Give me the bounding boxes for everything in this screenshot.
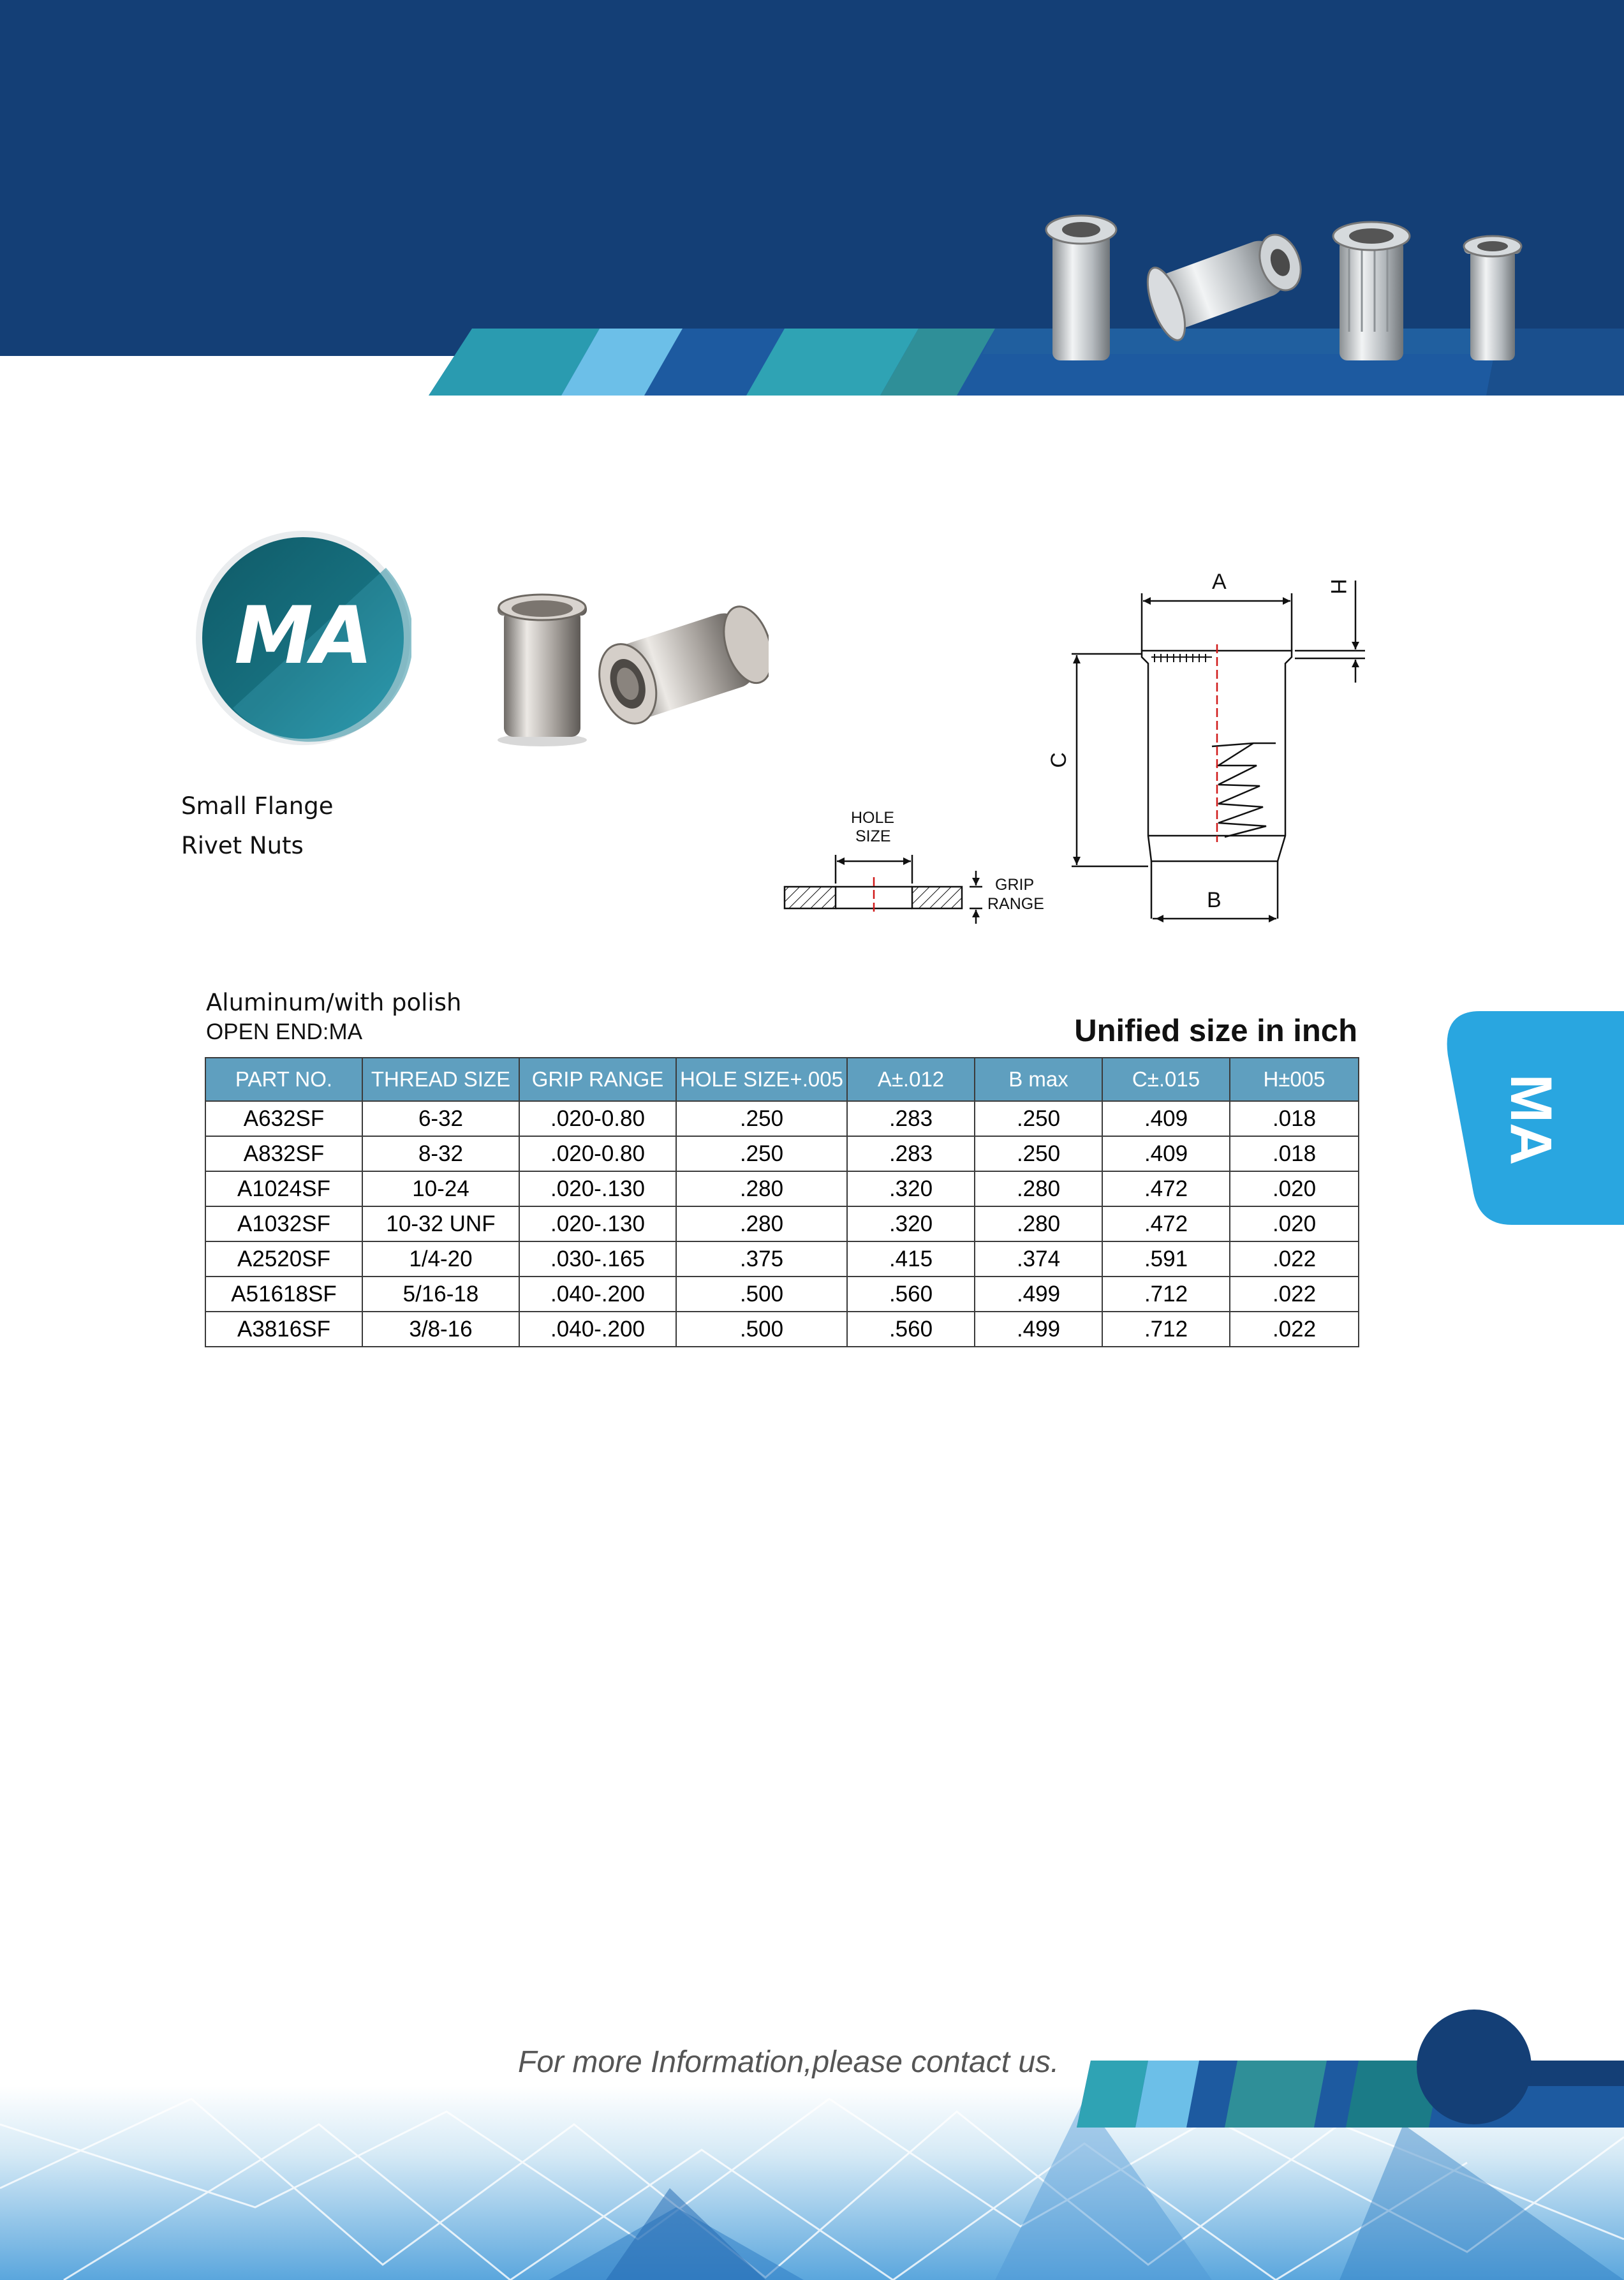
column-header: H±005 xyxy=(1230,1058,1359,1101)
table-header-row xyxy=(205,1058,1359,1101)
table-cell: .020 xyxy=(1230,1171,1359,1206)
table-cell: 5/16-18 xyxy=(362,1277,519,1312)
table-cell: A51618SF xyxy=(205,1277,362,1312)
column-header: C±.015 xyxy=(1102,1058,1230,1101)
table-cell: .280 xyxy=(676,1206,847,1241)
header-product-image xyxy=(1014,204,1563,396)
table-cell: .320 xyxy=(847,1206,975,1241)
table-cell: .280 xyxy=(975,1206,1102,1241)
table-cell: 10-24 xyxy=(362,1171,519,1206)
column-header: A±.012 xyxy=(847,1058,975,1101)
table-cell: A832SF xyxy=(205,1136,362,1171)
table-cell: .040-.200 xyxy=(519,1277,676,1312)
table-cell: .022 xyxy=(1230,1312,1359,1347)
table-cell: .409 xyxy=(1102,1101,1230,1136)
table-cell: .283 xyxy=(847,1136,975,1171)
table-cell: 3/8-16 xyxy=(362,1312,519,1347)
table-cell: .560 xyxy=(847,1277,975,1312)
footer-art xyxy=(0,1997,1624,2280)
table-cell: .712 xyxy=(1102,1312,1230,1347)
side-tab-label: MA xyxy=(1498,1074,1563,1166)
table-cell: .280 xyxy=(676,1171,847,1206)
table-row xyxy=(205,1277,1359,1312)
table-cell: .022 xyxy=(1230,1241,1359,1277)
table-cell: .280 xyxy=(975,1171,1102,1206)
table-cell: .499 xyxy=(975,1312,1102,1347)
table-row xyxy=(205,1312,1359,1347)
diagram-label-h: H xyxy=(1325,579,1350,595)
table-cell: .250 xyxy=(676,1101,847,1136)
diagram-grip-range-line1: GRIP xyxy=(995,876,1035,894)
table-cell: A1024SF xyxy=(205,1171,362,1206)
column-header: GRIP RANGE xyxy=(519,1058,676,1101)
table-cell: .591 xyxy=(1102,1241,1230,1277)
table-cell: A1032SF xyxy=(205,1206,362,1241)
table-cell: .020-0.80 xyxy=(519,1101,676,1136)
column-header: PART NO. xyxy=(205,1058,362,1101)
diagram-label-b: B xyxy=(1207,888,1222,912)
table-cell: 6-32 xyxy=(362,1101,519,1136)
table-row xyxy=(205,1241,1359,1277)
table-cell: 1/4-20 xyxy=(362,1241,519,1277)
table-cell: .415 xyxy=(847,1241,975,1277)
diagram-grip-range-line2: RANGE xyxy=(987,895,1044,913)
table-cell: .018 xyxy=(1230,1136,1359,1171)
table-cell: .018 xyxy=(1230,1101,1359,1136)
diagram-label-c: C xyxy=(1046,752,1071,768)
table-cell: .250 xyxy=(975,1136,1102,1171)
table-cell: .560 xyxy=(847,1312,975,1347)
table-cell: .020-.130 xyxy=(519,1171,676,1206)
product-title-line1: Small Flange xyxy=(181,792,334,820)
column-header: B max xyxy=(975,1058,1102,1101)
diagram-hole-size-line1: HOLE xyxy=(851,809,895,827)
table-cell: .472 xyxy=(1102,1171,1230,1206)
table-cell: .712 xyxy=(1102,1277,1230,1312)
table-cell: 10-32 UNF xyxy=(362,1206,519,1241)
material-label: Aluminum/with polish xyxy=(206,989,462,1016)
table-cell: .020-.130 xyxy=(519,1206,676,1241)
table-cell: .472 xyxy=(1102,1206,1230,1241)
column-header: THREAD SIZE xyxy=(362,1058,519,1101)
table-cell: .040-.200 xyxy=(519,1312,676,1347)
table-cell: .250 xyxy=(676,1136,847,1171)
column-header: HOLE SIZE+.005 xyxy=(676,1058,847,1101)
table-row xyxy=(205,1101,1359,1136)
table-cell: .283 xyxy=(847,1101,975,1136)
table-cell: .020-0.80 xyxy=(519,1136,676,1171)
footer-contact-text: For more Information,please contact us. xyxy=(518,2045,1059,2079)
table-cell: .500 xyxy=(676,1312,847,1347)
spec-table xyxy=(205,1057,1359,1347)
badge-label: MA xyxy=(234,590,372,682)
table-row xyxy=(205,1206,1359,1241)
table-cell: .020 xyxy=(1230,1206,1359,1241)
table-cell: A632SF xyxy=(205,1101,362,1136)
table-cell: 8-32 xyxy=(362,1136,519,1171)
table-cell: .409 xyxy=(1102,1136,1230,1171)
technical-diagram xyxy=(778,561,1391,944)
table-cell: .500 xyxy=(676,1277,847,1312)
diagram-hole-size-line2: SIZE xyxy=(855,827,891,845)
table-cell: .250 xyxy=(975,1101,1102,1136)
table-cell: A3816SF xyxy=(205,1312,362,1347)
table-row xyxy=(205,1171,1359,1206)
product-title-line2: Rivet Nuts xyxy=(181,832,304,859)
table-cell: .374 xyxy=(975,1241,1102,1277)
table-cell: A2520SF xyxy=(205,1241,362,1277)
table-cell: .499 xyxy=(975,1277,1102,1312)
table-row xyxy=(205,1136,1359,1171)
table-cell: .375 xyxy=(676,1241,847,1277)
table-cell: .030-.165 xyxy=(519,1241,676,1277)
open-end-label: OPEN END:MA xyxy=(206,1019,363,1044)
unit-title: Unified size in inch xyxy=(1074,1014,1357,1048)
product-photo xyxy=(475,587,769,753)
table-cell: .022 xyxy=(1230,1277,1359,1312)
table-cell: .320 xyxy=(847,1171,975,1206)
diagram-label-a: A xyxy=(1212,570,1227,594)
